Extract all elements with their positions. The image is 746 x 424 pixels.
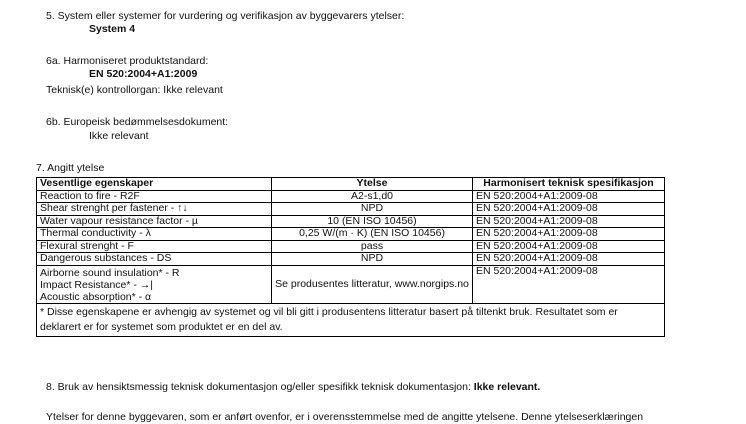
table-footnote-row bbox=[37, 303, 665, 336]
acoustic-spec: EN 520:2004+A1:2009-08 bbox=[473, 265, 665, 303]
closing-statement: Ytelser for denne byggevaren, som er anført ovenfor, er i overensstemmelse med de angitte ytelsene. Denne ytelseserklæringen bbox=[46, 411, 644, 423]
table-row-acoustic bbox=[37, 265, 665, 303]
table-row bbox=[37, 190, 665, 203]
section8-text: 8. Bruk av hensiktsmessig teknisk dokumentasjon og/eller spesifikk teknisk dokumentasjon: bbox=[46, 381, 474, 393]
row-property: Dangerous substances - DS bbox=[37, 253, 272, 266]
table-row bbox=[37, 240, 665, 253]
row-spec: EN 520:2004+A1:2009-08 bbox=[473, 240, 665, 253]
row-property: Reaction to fire - R2F bbox=[37, 190, 272, 203]
table-footnote: * Disse egenskapene er avhengig av systemet og vil bli gitt i produsentens litteratur basert på tiltenkt bruk. Resultatet som er deklarert er for systemet som produktet er en del av. bbox=[37, 303, 665, 336]
header-spec: Harmonisert teknisk spesifikasjon bbox=[473, 178, 665, 191]
section8-value: Ikke relevant. bbox=[473, 381, 541, 393]
row-property: Water vapour resistance factor - µ bbox=[37, 215, 272, 228]
acoustic-property: Airborne sound insulation* - R bbox=[40, 266, 180, 279]
table-row bbox=[37, 203, 665, 216]
row-spec: EN 520:2004+A1:2009-08 bbox=[473, 215, 665, 228]
section6b-heading: 6b. Europeisk bedømmelsesdokument: bbox=[46, 116, 229, 128]
section7-heading: 7. Angitt ytelse bbox=[36, 162, 105, 174]
section8 bbox=[46, 381, 540, 394]
table-header-row bbox=[37, 178, 665, 191]
row-performance: NPD bbox=[272, 203, 473, 216]
row-spec: EN 520:2004+A1:2009-08 bbox=[473, 190, 665, 203]
section5-value: System 4 bbox=[89, 23, 136, 35]
row-performance: pass bbox=[272, 240, 473, 253]
row-spec: EN 520:2004+A1:2009-08 bbox=[473, 228, 665, 241]
row-performance: 0,25 W/(m · K) (EN ISO 10456) bbox=[272, 228, 473, 241]
section6a-value: EN 520:2004+A1:2009 bbox=[89, 68, 198, 80]
acoustic-performance: Se produsentes litteratur, www.norgips.no bbox=[272, 265, 473, 303]
header-performance: Ytelse bbox=[272, 178, 473, 191]
performance-table bbox=[36, 177, 665, 337]
section5-heading: 5. System eller systemer for vurdering og verifikasjon av byggevarers ytelser: bbox=[46, 10, 405, 22]
row-property: Flexural strenght - F bbox=[37, 240, 272, 253]
table-row bbox=[37, 253, 665, 266]
section6a-heading: 6a. Harmoniseret produktstandard: bbox=[46, 55, 209, 67]
acoustic-properties bbox=[37, 265, 272, 303]
row-performance: NPD bbox=[272, 253, 473, 266]
header-property: Vesentlige egenskaper bbox=[37, 178, 272, 191]
row-performance: 10 (EN ISO 10456) bbox=[272, 215, 473, 228]
row-property: Thermal conductivity - λ bbox=[37, 228, 272, 241]
row-spec: EN 520:2004+A1:2009-08 bbox=[473, 203, 665, 216]
row-performance: A2-s1,d0 bbox=[272, 190, 473, 203]
acoustic-property: Acoustic absorption* - α bbox=[40, 290, 152, 303]
table-row bbox=[37, 228, 665, 241]
row-spec: EN 520:2004+A1:2009-08 bbox=[473, 253, 665, 266]
table-row bbox=[37, 215, 665, 228]
acoustic-property: Impact Resistance* - →| bbox=[40, 278, 154, 291]
section6b-value: Ikke relevant bbox=[89, 130, 149, 142]
section6a-body: Teknisk(e) kontrollorgan: Ikke relevant bbox=[46, 84, 223, 96]
row-property: Shear strenght per fastener - ↑↓ bbox=[37, 203, 272, 216]
